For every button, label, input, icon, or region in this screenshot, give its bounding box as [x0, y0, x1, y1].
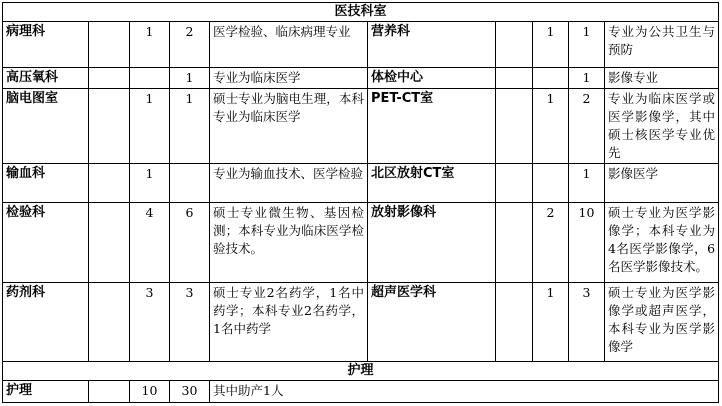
count-cell: 1 — [533, 89, 569, 164]
count-cell: 6 — [170, 203, 210, 283]
requirement-note-cell: 影像医学 — [605, 164, 719, 203]
requirement-note-cell: 硕士专业为脑电生理，本科专业为临床医学 — [210, 89, 368, 164]
table-row — [3, 22, 719, 68]
count-cell — [533, 164, 569, 203]
table-row — [3, 89, 719, 164]
section-title-medical-tech: 医技科室 — [3, 3, 719, 22]
count-cell: 3 — [569, 283, 605, 362]
count-cell — [89, 203, 130, 283]
requirement-note-cell: 硕士专业微生物、基因检测；本科专业为临床医学检验技术。 — [210, 203, 368, 283]
count-cell — [496, 203, 533, 283]
dept-name-cell: 脑电图室 — [3, 89, 89, 164]
count-cell: 1 — [569, 22, 605, 68]
requirement-note-cell: 硕士专业2名药学，1名中药学；本科专业2名药学，1名中药学 — [210, 283, 368, 362]
count-cell: 2 — [170, 22, 210, 68]
count-cell: 3 — [170, 283, 210, 362]
count-cell: 1 — [569, 68, 605, 89]
requirement-note-cell: 专业为公共卫生与预防 — [605, 22, 719, 68]
requirement-note-cell: 专业为输血技术、医学检验 — [210, 164, 368, 203]
count-cell — [89, 22, 130, 68]
table-row — [3, 203, 719, 283]
count-cell — [89, 164, 130, 203]
requirement-note-cell: 专业为临床医学 — [210, 68, 368, 89]
count-cell: 1 — [170, 68, 210, 89]
dept-name-cell: 护理 — [3, 381, 89, 403]
count-cell: 1 — [130, 89, 170, 164]
count-cell: 1 — [533, 22, 569, 68]
dept-name-cell: 北区放射CT室 — [368, 164, 496, 203]
dept-name-cell: 检验科 — [3, 203, 89, 283]
dept-name-cell: 输血科 — [3, 164, 89, 203]
count-cell: 10 — [569, 203, 605, 283]
count-cell — [89, 89, 130, 164]
count-cell — [89, 68, 130, 89]
dept-name-cell: 放射影像科 — [368, 203, 496, 283]
count-cell — [496, 164, 533, 203]
requirement-note-cell: 其中助产1人 — [210, 381, 719, 403]
count-cell: 2 — [569, 89, 605, 164]
dept-name-cell: 营养科 — [368, 22, 496, 68]
count-cell — [130, 68, 170, 89]
dept-name-cell: 药剂科 — [3, 283, 89, 362]
count-cell: 1 — [130, 22, 170, 68]
count-cell — [496, 89, 533, 164]
count-cell: 1 — [533, 283, 569, 362]
requirement-note-cell: 硕士专业为医学影像学或超声医学，本科专业为医学影像学 — [605, 283, 719, 362]
table-row — [3, 164, 719, 203]
count-cell: 1 — [569, 164, 605, 203]
dept-name-cell: 体检中心 — [368, 68, 496, 89]
table-row — [3, 381, 719, 403]
count-cell: 1 — [170, 89, 210, 164]
count-cell: 4 — [130, 203, 170, 283]
count-cell: 2 — [533, 203, 569, 283]
count-cell: 10 — [130, 381, 170, 403]
count-cell — [89, 283, 130, 362]
count-cell: 1 — [130, 164, 170, 203]
requirement-note-cell: 专业为临床医学或医学影像学，其中硕士核医学专业优先 — [605, 89, 719, 164]
table-row — [3, 68, 719, 89]
count-cell — [496, 283, 533, 362]
table-row — [3, 283, 719, 362]
dept-name-cell: 超声医学科 — [368, 283, 496, 362]
count-cell — [89, 381, 130, 403]
count-cell: 30 — [170, 381, 210, 403]
count-cell — [533, 68, 569, 89]
count-cell: 3 — [130, 283, 170, 362]
recruitment-table — [2, 2, 719, 403]
dept-name-cell: 病理科 — [3, 22, 89, 68]
count-cell — [170, 164, 210, 203]
count-cell — [496, 68, 533, 89]
requirement-note-cell: 硕士专业为医学影像学；本科专业为4名医学影像学，6名医学影像技术。 — [605, 203, 719, 283]
requirement-note-cell: 影像专业 — [605, 68, 719, 89]
dept-name-cell: PET-CT室 — [368, 89, 496, 164]
count-cell — [496, 22, 533, 68]
section-title-nursing: 护理 — [3, 362, 719, 381]
dept-name-cell: 高压氧科 — [3, 68, 89, 89]
requirement-note-cell: 医学检验、临床病理专业 — [210, 22, 368, 68]
